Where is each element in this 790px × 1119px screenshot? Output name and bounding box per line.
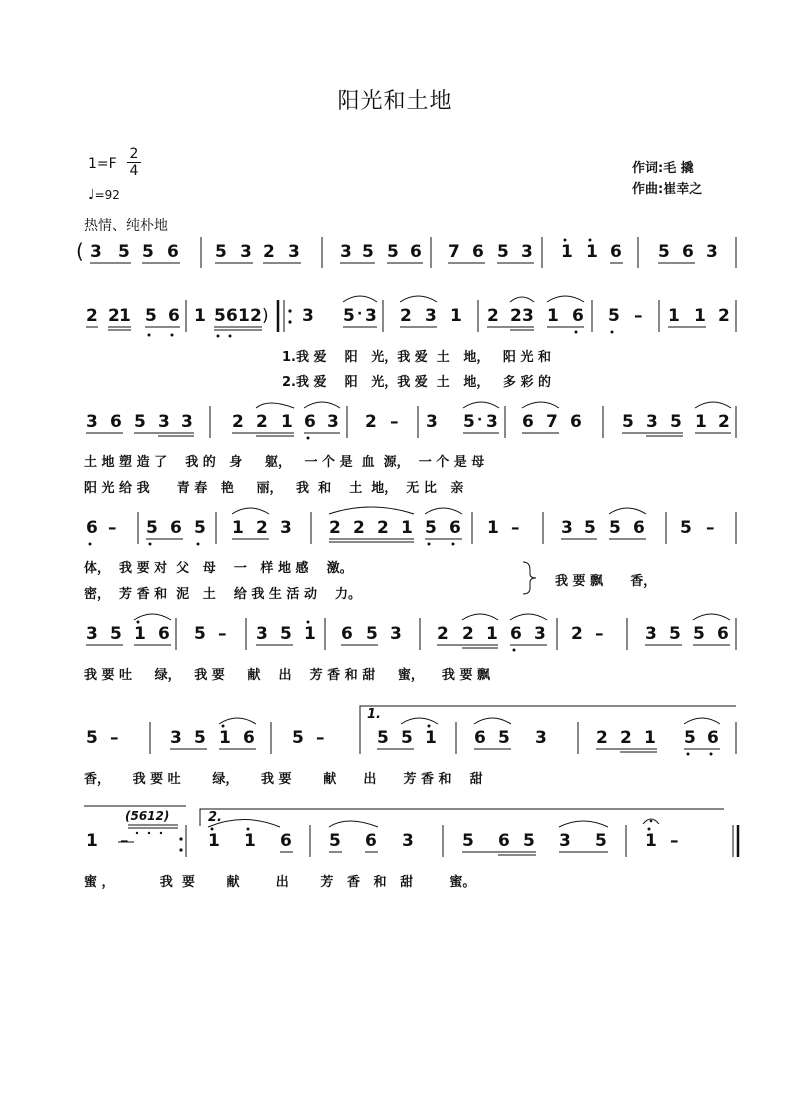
note: 5 bbox=[658, 242, 670, 262]
note: 6 bbox=[168, 306, 180, 326]
note: 5 bbox=[693, 624, 705, 644]
note: 5 bbox=[142, 242, 154, 262]
note: 2 bbox=[718, 306, 730, 326]
note: 6 bbox=[633, 518, 645, 538]
note: 2 bbox=[365, 412, 377, 432]
composer: 作曲:崔幸之 bbox=[632, 182, 703, 197]
note: 1 bbox=[450, 306, 462, 326]
note: 1 bbox=[695, 412, 707, 432]
quarter-note-icon: ♩ bbox=[88, 187, 95, 203]
note: 1 bbox=[232, 518, 244, 538]
note: 3 bbox=[181, 412, 193, 432]
lyrics-line-2-verse-2: 2.我 爱 阳 光，我 爱 土 地， 多 彩 的 bbox=[282, 375, 551, 390]
note: 5 bbox=[362, 242, 374, 262]
note: 6 bbox=[498, 831, 510, 851]
note: 5 bbox=[329, 831, 341, 851]
note: 3 bbox=[340, 242, 352, 262]
note: 5 bbox=[387, 242, 399, 262]
note: 5 bbox=[280, 624, 292, 644]
note: 3 bbox=[561, 518, 573, 538]
song-title: 阳光和土地 bbox=[337, 89, 453, 114]
note: 6 bbox=[510, 624, 522, 644]
volta-2-label: 2. bbox=[208, 810, 222, 825]
dash: – bbox=[634, 306, 643, 326]
note: 2 bbox=[256, 518, 268, 538]
note: 3 bbox=[158, 412, 170, 432]
lyrics-line-4-verse-1: 体， 我 要 对 父 母 一 样 地 感 激。 bbox=[84, 561, 353, 576]
note: 5 bbox=[110, 624, 122, 644]
note: 6 bbox=[365, 831, 377, 851]
time-numerator: 2 bbox=[129, 146, 139, 162]
note: 3 bbox=[646, 412, 658, 432]
note: 5 bbox=[194, 728, 206, 748]
note: 2 bbox=[108, 306, 120, 326]
note: 2 bbox=[487, 306, 499, 326]
note: 3 bbox=[559, 831, 571, 851]
dash: – bbox=[511, 518, 520, 538]
note: 1 bbox=[694, 306, 706, 326]
note: 1 bbox=[244, 831, 256, 851]
lyrics-line-3-verse-2: 阳 光 给 我 青 春 艳 丽， 我 和 土 地， 无 比 亲 bbox=[84, 481, 464, 496]
note: 2 bbox=[596, 728, 608, 748]
note: 3 bbox=[240, 242, 252, 262]
note: 3 bbox=[327, 412, 339, 432]
note: 6 bbox=[110, 412, 122, 432]
note: 1 bbox=[644, 728, 656, 748]
note: 3 bbox=[522, 306, 534, 326]
note: 1 bbox=[134, 624, 146, 644]
note: 2 bbox=[250, 306, 262, 326]
note: 3 bbox=[256, 624, 268, 644]
tempo-marking: ♩=92 bbox=[88, 187, 120, 203]
note: 1 bbox=[668, 306, 680, 326]
note: 5 bbox=[684, 728, 696, 748]
note: 1 bbox=[219, 728, 231, 748]
dash: – bbox=[595, 624, 604, 644]
note: 2 bbox=[353, 518, 365, 538]
note: 6 bbox=[572, 306, 584, 326]
note: 5 bbox=[608, 306, 620, 326]
note: 5 bbox=[498, 728, 510, 748]
note: 6 bbox=[280, 831, 292, 851]
note: 5 bbox=[669, 624, 681, 644]
dash: – bbox=[706, 518, 715, 538]
dot: · bbox=[357, 306, 363, 322]
note: 3 bbox=[645, 624, 657, 644]
note: 5 bbox=[595, 831, 607, 851]
note: 5 bbox=[670, 412, 682, 432]
note: 5 bbox=[584, 518, 596, 538]
dash: – bbox=[670, 831, 679, 851]
note: 6 bbox=[410, 242, 422, 262]
note: 1 bbox=[119, 306, 131, 326]
note: 1 bbox=[487, 518, 499, 538]
note: 3 bbox=[302, 306, 314, 326]
note: 3 bbox=[521, 242, 533, 262]
note: 5 bbox=[680, 518, 692, 538]
grace-notes-ornament: (5612) bbox=[125, 809, 170, 823]
note: 1 bbox=[425, 728, 437, 748]
lyrics-line-4-after-brace: 我 要 飘 香， bbox=[555, 574, 657, 589]
note: 1 bbox=[561, 242, 573, 262]
note: 5 bbox=[462, 831, 474, 851]
note: 7 bbox=[448, 242, 460, 262]
note: 5 bbox=[118, 242, 130, 262]
close-paren: ) bbox=[262, 306, 269, 326]
note: 6 bbox=[304, 412, 316, 432]
lyrics-line-2-verse-1: 1.我 爱 阳 光，我 爱 土 地， 阳 光 和 bbox=[282, 350, 551, 365]
note: 2 bbox=[232, 412, 244, 432]
note: 1 bbox=[304, 624, 316, 644]
dash: – bbox=[390, 412, 399, 432]
dot: · bbox=[477, 412, 483, 428]
note: 3 bbox=[402, 831, 414, 851]
note: 3 bbox=[170, 728, 182, 748]
note: 5 bbox=[134, 412, 146, 432]
note: 3 bbox=[365, 306, 377, 326]
note: 1 bbox=[208, 831, 220, 851]
note: 2 bbox=[263, 242, 275, 262]
note: 2 bbox=[329, 518, 341, 538]
lyrics-line-4-verse-2: 密， 芳 香 和 泥 土 给 我 生 活 动 力。 bbox=[84, 587, 362, 602]
lyrics-line-6-verse-1: 香， 我 要 吐 绿， 我 要 献 出 芳 香 和 甜 bbox=[84, 772, 483, 787]
lyrics-line-3-verse-1: 土 地 塑 造 了 我 的 身 躯， 一 个 是 血 源， 一 个 是 母 bbox=[84, 455, 485, 470]
note: 7 bbox=[546, 412, 558, 432]
note: 2 bbox=[510, 306, 522, 326]
note: 5 bbox=[146, 518, 158, 538]
note: 5 bbox=[214, 306, 226, 326]
note: 1 bbox=[238, 306, 250, 326]
volta-1-label: 1. bbox=[367, 707, 381, 722]
note: 6 bbox=[341, 624, 353, 644]
note: 2 bbox=[718, 412, 730, 432]
note: 6 bbox=[707, 728, 719, 748]
note: 1 bbox=[281, 412, 293, 432]
note: 3 bbox=[535, 728, 547, 748]
note: 6 bbox=[243, 728, 255, 748]
note: 5 bbox=[622, 412, 634, 432]
note: 3 bbox=[706, 242, 718, 262]
note: 3 bbox=[288, 242, 300, 262]
note: 5 bbox=[145, 306, 157, 326]
note: 1 bbox=[86, 831, 98, 851]
note: 6 bbox=[226, 306, 238, 326]
open-paren: ( bbox=[76, 239, 84, 263]
note: 5 bbox=[366, 624, 378, 644]
note: 5 bbox=[609, 518, 621, 538]
note: 6 bbox=[570, 412, 582, 432]
expression-marking: 热情、纯朴地 bbox=[84, 218, 168, 234]
note: 6 bbox=[474, 728, 486, 748]
note: 1 bbox=[194, 306, 206, 326]
note: 6 bbox=[158, 624, 170, 644]
key-signature: 1=F bbox=[88, 156, 117, 172]
note: 5 bbox=[215, 242, 227, 262]
dash: – bbox=[110, 728, 119, 748]
note: 6 bbox=[170, 518, 182, 538]
note: 6 bbox=[167, 242, 179, 262]
note: 3 bbox=[426, 412, 438, 432]
note: 2 bbox=[437, 624, 449, 644]
note: 2 bbox=[86, 306, 98, 326]
note: 1 bbox=[401, 518, 413, 538]
note: 5 bbox=[425, 518, 437, 538]
note: 5 bbox=[377, 728, 389, 748]
note: 6 bbox=[610, 242, 622, 262]
note: 5 bbox=[194, 624, 206, 644]
dash: – bbox=[316, 728, 325, 748]
note: 3 bbox=[390, 624, 402, 644]
time-denominator: 4 bbox=[127, 162, 141, 179]
note: 2 bbox=[571, 624, 583, 644]
note: 3 bbox=[425, 306, 437, 326]
note: 2 bbox=[400, 306, 412, 326]
dash: – bbox=[120, 831, 129, 851]
note: 1 bbox=[586, 242, 598, 262]
lyrics-line-7-verse-1: 蜜 ， 我 要 献 出 芳 香 和 甜 蜜。 bbox=[84, 875, 476, 890]
note: 5 bbox=[292, 728, 304, 748]
note: 1 bbox=[486, 624, 498, 644]
note: 3 bbox=[486, 412, 498, 432]
note: 2 bbox=[256, 412, 268, 432]
note: 3 bbox=[90, 242, 102, 262]
dash: – bbox=[218, 624, 227, 644]
note: 1 bbox=[645, 831, 657, 851]
note: 5 bbox=[194, 518, 206, 538]
note: 6 bbox=[717, 624, 729, 644]
note: 6 bbox=[682, 242, 694, 262]
note: 5 bbox=[463, 412, 475, 432]
note: 6 bbox=[86, 518, 98, 538]
note: 3 bbox=[534, 624, 546, 644]
lyricist: 作词:毛 撬 bbox=[632, 161, 694, 176]
lyrics-line-5-verse-1: 我 要 吐 绿， 我 要 献 出 芳 香 和 甜 蜜， 我 要 飘 bbox=[84, 668, 490, 683]
note: 6 bbox=[449, 518, 461, 538]
dash: – bbox=[108, 518, 117, 538]
note: 5 bbox=[523, 831, 535, 851]
note: 6 bbox=[522, 412, 534, 432]
note: 1 bbox=[547, 306, 559, 326]
note: 3 bbox=[280, 518, 292, 538]
note: 2 bbox=[620, 728, 632, 748]
note: 5 bbox=[86, 728, 98, 748]
note: 3 bbox=[86, 412, 98, 432]
note: 2 bbox=[462, 624, 474, 644]
note: 5 bbox=[497, 242, 509, 262]
note: 2 bbox=[377, 518, 389, 538]
note: 5 bbox=[343, 306, 355, 326]
note: 5 bbox=[401, 728, 413, 748]
note: 3 bbox=[86, 624, 98, 644]
note: 6 bbox=[472, 242, 484, 262]
